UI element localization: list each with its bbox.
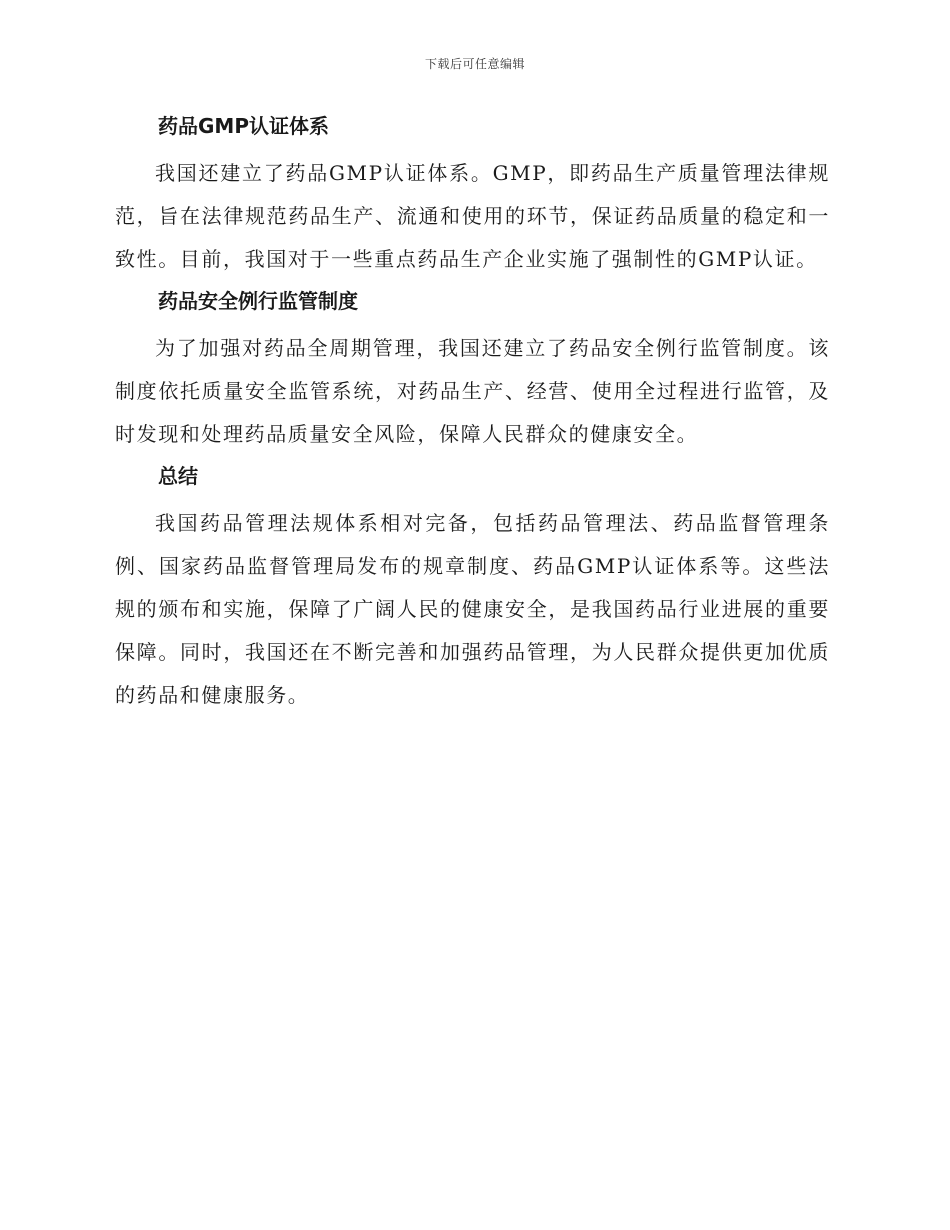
section-summary (115, 460, 830, 717)
section-heading: 总结 (158, 464, 198, 488)
section-heading: 药品GMP认证体系 (158, 114, 329, 138)
section-paragraph: 为了加强对药品全周期管理，我国还建立了药品安全例行监管制度。该制度依托质量安全监管系统，对药品生产、经营、使用全过程进行监管，及时发现和处理药品质量安全风险，保障人民群众的健康安全。 (115, 336, 830, 446)
section-paragraph: 我国还建立了药品GMP认证体系。GMP，即药品生产质量管理法律规范，旨在法律规范药品生产、流通和使用的环节，保证药品质量的稳定和一致性。目前，我国对于一些重点药品生产企业实施了强制性的GMP认证。 (115, 161, 830, 271)
section-heading: 药品安全例行监管制度 (158, 289, 358, 313)
section-gmp-certification (115, 110, 830, 281)
document-body (115, 110, 830, 721)
section-routine-supervision (115, 285, 830, 456)
section-paragraph: 我国药品管理法规体系相对完备，包括药品管理法、药品监督管理条例、国家药品监督管理局发布的规章制度、药品GMP认证体系等。这些法规的颁布和实施，保障了广阔人民的健康安全，是我国药品行业进展的重要保障。同时，我国还在不断完善和加强药品管理，为人民群众提供更加优质的药品和健康服务。 (115, 511, 830, 707)
page-header-note: 下载后可任意编辑 (424, 57, 525, 71)
